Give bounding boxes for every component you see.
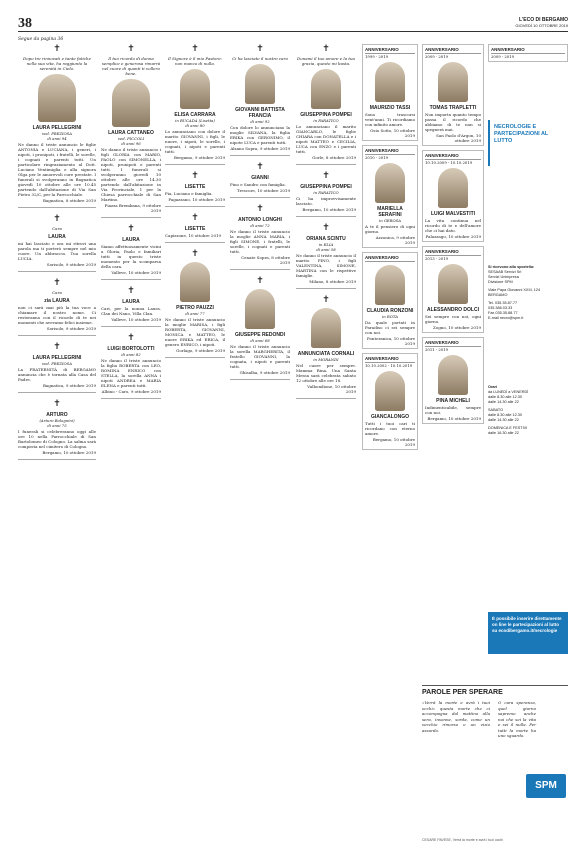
anniversary-name: CLAUDIA RONZONI [366,308,414,314]
portrait-photo [245,289,275,329]
anniversary-column-3 [488,44,568,114]
info-lines-line: 035.386.03.33 [488,306,513,310]
cross-icon: ✝ [127,333,135,343]
deceased-name: ANNUNCIATA CORNALI [297,351,355,357]
deceased-name: LISETTE [184,184,206,190]
notice-quote: Dopo tre rinnovati e tante fatiche nella sua vita, ha raggiunto la serenità in Cielo. [23,56,91,71]
death-notice [18,44,96,208]
portrait-photo [438,355,468,395]
cross-icon: ✝ [127,44,135,54]
anniversary-text: La vita continua nel ricordo di te e dell'amore che ci hai dato. [425,218,481,233]
notice-quote: Il Signore è il mio Pastore: non manco di nulla. [167,56,223,66]
publication-name: L'ECO DI BERGAMO [519,17,568,23]
anniversary-place-date: Zogno, 10 ottobre 2019 [433,325,481,330]
anniversary-text: Sei sempre con noi, ogni giorno. [425,314,481,324]
anniversary-title: ANNIVERSARIO [365,356,415,363]
anniversary-notice [362,252,418,349]
portrait-photo [311,308,341,348]
orari-lines-line: SABATO [488,408,504,412]
death-notice [165,44,225,165]
death-notice [101,224,161,280]
notice-place-date: Sorisole, 9 ottobre 2019 [46,326,96,331]
cross-icon: ✝ [256,162,264,172]
anniversary-text: Non importa quanto tempo passa il ricordo che abbiamo di te non si spegnerà mai. [425,112,481,132]
cross-icon: ✝ [322,44,330,54]
info-lines-line: BERGAMO [488,293,508,297]
office-info-lines [488,270,568,321]
notice-place-date: Bagnatica, 9 ottobre 2019 [42,383,96,388]
notice-quote: Donami il tuo amore e la tua grazia, questo mi basta. [297,56,355,66]
anniversary-name: MAURIZIO TASSI [369,105,411,111]
notice-body: Ne danno il triste annuncio la moglie MARISA, i figli ROBERTA, GIOVANNI, MONICA e MATTEO, le nuore ERIKA ed ERICA, il genero ENRICO, i nipoti. [165,317,225,347]
deceased-subname: ved. PREZIOSA [41,131,72,136]
notice-quote: Ci ha lasciato il nostro caro [232,56,288,61]
anniversary-place-date: Osio Sotto, 10 ottobre 2019 [370,128,415,138]
anniversary-title: ANNIVERSARIO [491,47,565,54]
deceased-name: GIUSEPPE REDONDI [234,332,285,338]
deceased-subname: in BUCADA (Lisetta) [175,118,215,123]
cross-icon: ✝ [53,342,61,352]
separator [101,326,161,327]
notice-body: mi hai lasciato e ora mi ritrovi una parola ma ti porterò sempre nel mio cuore. Un abbraccio. Tua sorella LUCIA. [18,241,96,261]
anniversary-notice [362,145,418,248]
anniversary-place-date: San Paolo d'Argon, 10 ottobre 2019 [436,133,481,143]
deceased-subname: in ELIA [318,242,334,247]
separator [230,269,290,270]
death-notice [18,399,96,460]
separator [18,271,96,272]
cross-icon: ✝ [191,44,199,54]
notice-place-date: Valleve, 10 ottobre 2019 [111,270,161,275]
anniversary-notice [362,44,418,141]
publication [515,17,568,29]
death-notice [230,162,290,198]
separator [165,206,225,207]
anniversary-name: LUIGI MALVESTITI [430,211,476,217]
notice-place-date: Bergamo, 10 ottobre 2019 [302,207,356,212]
separator [230,155,290,156]
anniversary-dates: 2010 - 2019 [365,155,389,160]
deceased-name: LAURA CATTANEO [108,130,154,136]
anniversary-notice [362,353,418,450]
notice-place-date: Bergamo, 10 ottobre 2019 [42,450,96,455]
deceased-age: di anni 96 [121,141,141,146]
death-notice [18,342,96,393]
continued-from: Segue da pagina 36 [18,37,64,42]
anniversary-dates: 2011 - 2019 [425,347,449,352]
spm-logo: SPM [526,774,566,798]
parole-footer: CESARE PAVESE, Verrà la morte e avrà i tuoi occhi [422,838,503,842]
portrait-photo [112,79,150,127]
orari-lines-line: dalle 8.30 alle 12.30 [488,395,522,399]
anniversary-title: ANNIVERSARIO [425,340,481,347]
notice-body: Cari, per la nonna Laura. Clan dei Nano, Villa Clan. [101,306,161,316]
deceased-name: LAURA PELLEGRINI [32,125,82,131]
cross-icon: ✝ [53,214,61,224]
anniversary-column-1 [362,44,418,454]
cross-icon: ✝ [256,44,264,54]
deceased-age: di anni 77 [185,311,205,316]
anniversary-name: GIANCALONGO [370,414,410,420]
notice-place-date: Pagazzano, 10 ottobre 2019 [168,197,225,202]
deceased-age: di anni 94 [47,136,67,141]
anniversary-notice [422,150,484,242]
orari-lines-line: dalle 14.30 alle 22 [488,400,519,404]
anniversary-subname: in GEROSA [379,218,401,223]
info-lines-line: E-mail necro@spm.it [488,316,524,320]
anniversary-place-date: Palazzago, 10 ottobre 2019 [425,234,481,239]
separator [165,164,225,165]
death-notice [230,204,290,270]
notice-place-date: Gorlago, 9 ottobre 2019 [176,348,225,353]
notice-body: Ne danno il triste annuncio la figlia ROBERTA con LEO, ROMINA ENRICO con STELLA, la sorella ANNA i nipoti ANDREA e MARIA ELENA e parenti tutti. [101,358,161,388]
anniversary-column-2 [422,44,484,428]
office-info-title: Si ricevono allo sportello: [488,265,535,269]
notice-body: Pino e Sandro con famiglia. [230,182,286,187]
notice-place-date: Piazza Brembana, 9 ottobre 2019 [104,203,161,213]
info-lines-line: Viale Papa Giovanni XXIII, 124 [488,288,541,292]
column-1 [18,44,96,466]
info-lines-line: Divisione SPM [488,280,513,284]
anniversary-title: ANNIVERSARIO [365,47,415,54]
notice-place-date: Sorisole, 9 ottobre 2019 [46,262,96,267]
notice-place-date: Cenate Sopra, 8 ottobre 2019 [241,255,290,265]
office-info [488,265,568,321]
anniversary-notice [422,44,484,146]
anniversary-place-date: Bergamo, 10 ottobre 2019 [427,416,481,421]
portrait-photo [438,168,468,208]
cross-icon: ✝ [191,171,199,181]
separator [230,197,290,198]
cross-icon: ✝ [191,213,199,223]
notice-place-date: Trescore, 10 ottobre 2019 [236,188,290,193]
notice-body: Lo annunciano con dolore il marito GIOVANNI, i figli, le nuore, i nipoti, le sorelle, i cognati, i nipoti e parenti tutti. [165,129,225,154]
separator [296,216,356,217]
anniversary-dates: 2009 - 2019 [491,54,515,59]
deceased-subname: ved. PICCOLI [117,136,145,141]
deceased-name: GIOVANNI BATTISTA FRANCIA [235,107,285,119]
anniversary-text: Tutti i tuoi cari ti ricordano con eterno amore. [365,421,415,436]
anniversary-text: Sono trascorsi vent'anni. Ti ricordiamo con infinito amore. [365,112,415,127]
deceased-subname: in PARATICO [313,190,339,195]
anniversary-name: TOMAS TRAPLETTI [429,105,477,111]
deceased-name: LUIGI BORTOLOTTI [107,346,155,352]
cross-icon: ✝ [127,286,135,296]
deceased-name: ELISA CARRARA [174,112,216,118]
deceased-name: LISETTE [184,226,206,232]
death-notice [101,44,161,218]
cross-icon: ✝ [322,223,330,233]
death-notice [165,213,225,243]
page-header [18,16,568,32]
deceased-name: LAURA PELLEGRINI [32,355,82,361]
notice-body: Ne danno il triste annuncio le figlie ANTONIA e LUCIANA, i generi, i nipoti, i pronipoti, i fratelli, le sorelle, i cognati e parenti tutti. Un particolare ringraziamento al Dott. Luciano Ventimiglia e alla signora Olga per le amorevoli cure prestate. I funerali si svolgeranno in Bagnatica giovedì 10 ottobre alle ore 10.45 partendo dall'abitazione di Via San Pietro 32/C, per la Parrocchiale. [18,142,96,197]
section-title-box [488,120,568,166]
death-notice [18,214,96,272]
deceased-age: di anni 58 [316,247,336,252]
portrait-photo [311,69,341,109]
separator [230,379,290,380]
cross-icon: ✝ [127,224,135,234]
deceased-name: LAURA [122,299,140,305]
anniversary-title: ANNIVERSARIO [425,153,481,160]
notice-place-date: Ghisalba, 9 ottobre 2019 [239,370,290,375]
notice-place-date: Milano, 8 ottobre 2019 [309,279,356,284]
anniversary-dates: 10.10.2002 - 10.10.2019 [365,363,413,368]
notice-place-date: Bagnatica, 8 ottobre 2019 [42,198,96,203]
separator [18,392,96,393]
death-notice [101,333,161,399]
deceased-age: di anni 75 [47,423,67,428]
parole-text-1: «Verrà la morte e avrà i tuoi occhi» questa morte che ci accompagna dal mattino alla sera, insonne, sorda, come un vecchio rimorso o un vizio assurdo. [422,700,490,733]
death-notice [296,223,356,289]
deceased-name: LAURA [122,237,140,243]
column-2 [101,44,161,405]
separator [101,279,161,280]
deceased-subname: (Arturo Bolognini) [39,418,75,423]
anniversary-text: A te il pensiero di ogni giorno. [365,224,415,234]
anniversary-place-date: Ponteranica, 10 ottobre 2019 [366,336,415,346]
notice-place-date: Albino - Caro, 9 ottobre 2019 [101,389,161,394]
anniversary-dates: 10.10.2009 - 10.10.2019 [425,160,473,165]
anniversary-name: PINA MICHELI [436,398,470,404]
cross-icon: ✝ [53,399,61,409]
parole-text-2: O cara speranza, quel giorno sapremo anche noi che sei la vita e sei il nulla. Per tutti la morte ha uno sguardo. [498,700,536,738]
death-notice [165,171,225,207]
notice-body: Siamo affettuosamente vicini a Gloria, Paolo e familiari tutti in questo triste momento per la scomparsa della cara. [101,244,161,269]
opening-hours-title: Orari [488,385,498,389]
deceased-age: di anni 80 [185,123,205,128]
deceased-subname: in MORANDI [313,357,339,362]
orari-lines-line: dalle 8.30 alle 12.30 [488,413,522,417]
deceased-subname: in PARATICO [313,118,339,123]
notice-body: Pia, Luciano e famiglia. [165,191,213,196]
info-lines-line: SESAAB Servizi Srl [488,270,522,274]
notice-body: Ne danno il triste annuncio il marito PINO, i figli VALENTINA, SIMONE, MARTINA con le rispettive famiglie. [296,253,356,278]
death-notice [165,249,225,358]
info-lines-line: Servizi Unimpresa [488,275,519,279]
orari-lines-line: dalle 16.30 alle 22 [488,431,519,435]
separator [296,164,356,165]
notice-body: non ci sarà mai più la tua voce a chiamare il nostro nome. Ci resteranno con il ricordo di te nei momenti che avevamo felici insieme. [18,305,96,325]
anniversary-place-date: Bergamo, 10 ottobre 2019 [372,437,415,447]
info-lines-line: Fax 035.35.88.77 [488,311,518,315]
notice-salutation: Cara [52,226,62,231]
column-3 [165,44,225,364]
death-notice [296,295,356,399]
notice-body: Ne danno il triste annuncio i figli GLORIA con MARIO, PAOLO con SIMONELLA, i nipoti, pronipoti e parenti tutti. I funerali si svolgeranno giovedì 10 ottobre alle ore 14.30 partendo dall'abitazione in Via Provinciale, 1 per la Chiesa parrocchiale di San Martino. [101,147,161,202]
notice-body: I funerali si celebreranno oggi alle ore 10 nella Parrocchiale di San Bartolomeo di Cologno. La salma sarà composta nel cimitero di Cologno. [18,429,96,449]
separator [18,459,96,460]
notice-body: Nel cuore per sempre. Mamma Rina. Una Santa Messa sarà celebrata sabato 12 ottobre alle ore 18. [296,363,356,383]
death-notice [230,276,290,380]
deceased-age: di anni 68 [250,338,270,343]
separator [18,335,96,336]
notice-body: Ci ha improvvisamente lasciato. [296,196,356,206]
portrait-photo [38,74,76,122]
anniversary-place-date: Azzonica, 9 ottobre 2019 [375,235,415,245]
anniversary-dates: 2013 - 2019 [425,256,449,261]
portrait-photo [375,265,405,305]
deceased-name: ARTURO [46,412,68,418]
notice-body: Capizzone, 10 ottobre 2019 [165,233,222,238]
death-notice [296,171,356,217]
portrait-photo [375,62,405,102]
deceased-name: PIETRO PAUZZI [176,305,214,311]
anniversary-subname: in ROTA [382,314,398,319]
opening-hours-lines [488,390,568,436]
deceased-name: GIANNI [251,175,269,181]
deceased-name: zia LAURA [44,298,70,304]
portrait-photo [438,264,468,304]
publication-date: GIOVEDÌ 10 OTTOBRE 2019 [515,23,568,28]
anniversary-dates: 2009 - 2019 [425,54,449,59]
cross-icon: ✝ [191,249,199,259]
notice-body: Ne danno il triste annuncio la sorella MARGHERITA, il fratello GIOVANNI, la cognata, i nipoti e parenti tutti. [230,344,290,369]
online-promo[interactable]: È possibile inserire direttamente on line le partecipazioni al lutto su ecodibergamo.it/necrologie [488,612,568,654]
anniversary-notice [422,337,484,424]
anniversary-dates: 1999 - 2019 [365,54,389,59]
anniversary-text: Indimenticabile, sempre con noi. [425,405,481,415]
cross-icon: ✝ [256,276,264,286]
notice-place-date: Valbondione, 10 ottobre 2019 [307,384,356,394]
portrait-photo [245,64,275,104]
anniversary-title: ANNIVERSARIO [365,255,415,262]
notice-place-date: Alzano Sopra, 9 ottobre 2019 [230,146,290,151]
parole-per-sperare [422,685,568,835]
cross-icon: ✝ [53,278,61,288]
deceased-age: di anni 82 [121,352,141,357]
portrait-photo [180,262,210,302]
notice-quote: Il tuo ricordo di donna semplice e generosa rimarrà nel cuore di quanti ti vollero bene. [101,56,161,76]
section-title: NECROLOGIE E PARTECIPAZIONI AL LUTTO [494,124,549,144]
anniversary-title: ANNIVERSARIO [425,47,481,54]
deceased-name: GIUSEPPINA POMPEI [300,184,352,190]
opening-hours [488,385,568,436]
orari-lines-line: da LUNEDÌ a VENERDÌ [488,390,529,394]
deceased-age: di anni 72 [250,223,270,228]
anniversary-text: Da quale portati in Paradiso ci sei sempre con noi. [365,320,415,335]
separator [296,398,356,399]
portrait-photo [438,62,468,102]
portrait-photo [375,163,405,203]
notice-body: Con dolore lo annunciano la moglie SILVANA, la figlia ERIKA con GERONIMO, il nipote LUCA e parenti tutti. [230,125,290,145]
separator [296,288,356,289]
separator [18,207,96,208]
notice-salutation: Cara [52,290,62,295]
separator [101,398,161,399]
separator [101,217,161,218]
death-notice [18,278,96,336]
portrait-photo [375,371,405,411]
notice-place-date: Valleve, 10 ottobre 2019 [111,317,161,322]
notice-body: Lo annunciano il marito GIANCARLO, le figlie CHIARA con DONATELLA e i nipoti MATTEO e CECILIA, LUCA con ENZO e i parenti tutti. [296,124,356,154]
page-number: 38 [18,16,32,31]
deceased-subname: ved. PREZIOSA [41,361,72,366]
death-notice [296,44,356,165]
cross-icon: ✝ [256,204,264,214]
column-4 [230,44,290,386]
orari-lines-line: dalle 14.30 alle 22 [488,418,519,422]
notice-place-date: Gorle, 8 ottobre 2019 [312,155,356,160]
anniversary-name: ALESSANDRO DOLCI [427,307,479,313]
deceased-name: LAURA [48,234,66,240]
separator [165,357,225,358]
info-lines-line: Tel. 035.35.87.77 [488,301,518,305]
death-notice [230,44,290,156]
anniversary-name: MARIELLA SERAFINI [377,206,403,218]
anniversary-notice [422,246,484,333]
deceased-name: GIUSEPPINA POMPEI [300,112,352,118]
column-5 [296,44,356,405]
death-notice [101,286,161,327]
deceased-age: di anni 92 [250,119,270,124]
portrait-photo [180,69,210,109]
parole-title: PAROLE PER SPERARE [422,689,503,696]
separator [165,242,225,243]
anniversary-title: ANNIVERSARIO [365,148,415,155]
orari-lines-line: DOMENICA E FESTIVI [488,426,528,430]
notice-body: Ne danno il triste annuncio la moglie ANNA MARIA, i figli SIMONE, i fratelli, le sorelle, i cognati e parenti tutti. [230,229,290,254]
notice-place-date: Bergamo, 9 ottobre 2019 [173,155,225,160]
cross-icon: ✝ [53,44,61,54]
cross-icon: ✝ [322,171,330,181]
deceased-name: ANTONIO LONGHI [238,217,282,223]
cross-icon: ✝ [322,295,330,305]
deceased-name: ORIANA SCINTU [306,236,346,242]
anniversary-notice [488,44,568,62]
notice-body: La FRATERNITÀ di BERGAMO annuncia che è tornata alla Casa del Padre. [18,367,96,382]
anniversary-title: ANNIVERSARIO [425,249,481,256]
